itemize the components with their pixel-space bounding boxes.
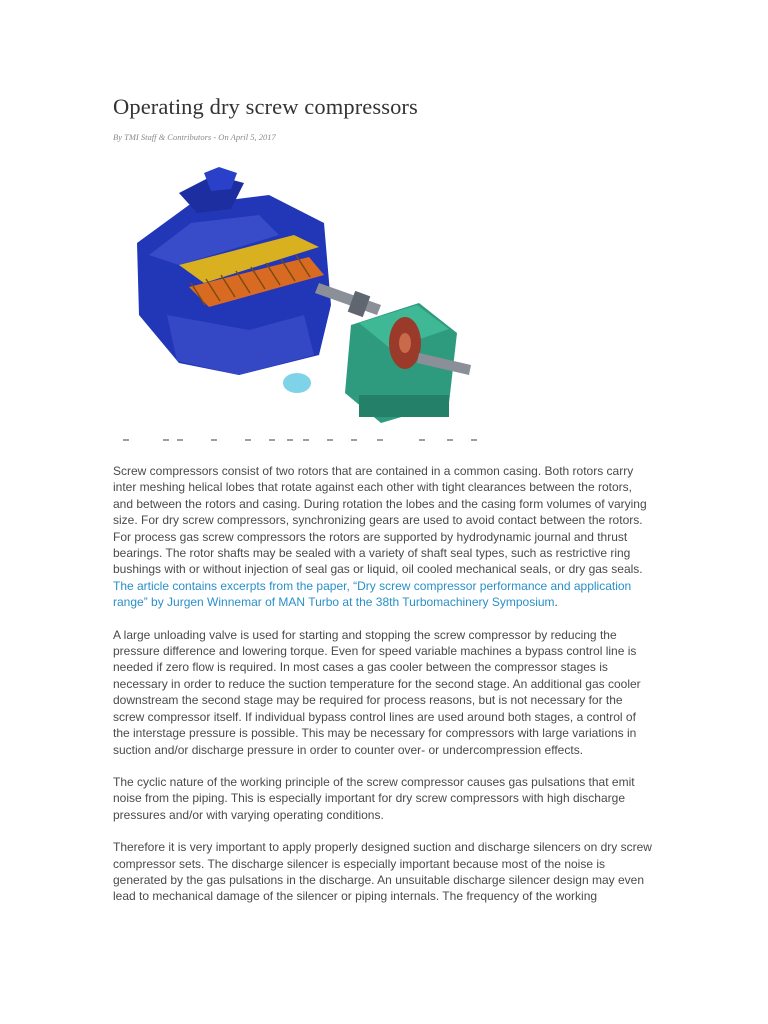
caption-strip-mark bbox=[245, 439, 251, 441]
caption-strip-mark bbox=[287, 439, 293, 441]
screw-compressor-cutaway-image bbox=[119, 165, 479, 445]
gear-hub bbox=[399, 333, 411, 353]
article-source-link[interactable]: The article contains excerpts from the paper, “Dry screw compressor performance and application range” by Jurgen Winnemar of MAN Turbo at the 38th Turbomachinery Symposium bbox=[113, 578, 632, 610]
paragraph-2: A large unloading valve is used for starting and stopping the screw compressor by reducing the pressure difference and lowering torque. Even for speed variable machines a bypass control line is needed if zero flow is required. In most cases a gas cooler between the compressor stages is necessary in order to reduce the suction temperature for the second stage. An additional gas cooler downstream the second stage may be required for process reasons, but is not necessary for the screw compressor itself. If individual bypass control lines are used around both stages, a control of the interstage pressure is possible. This may be necessary for compressors with large variations in suction and/or discharge pressure in order to counter over- or undercompression effects. bbox=[113, 627, 641, 757]
gearbox-base bbox=[359, 395, 449, 417]
caption-strip-mark bbox=[351, 439, 357, 441]
inlet-flange bbox=[283, 373, 311, 393]
caption-strip-mark bbox=[303, 439, 309, 441]
gearbox bbox=[345, 303, 471, 423]
caption-strip-mark bbox=[447, 439, 453, 441]
paragraph-1: Screw compressors consist of two rotors that are contained in a common casing. Both rotors carry inter meshing helical lobes that rotate against each other with tight clearances between the rotors, and between the rotors and casing. During rotation the lobes and the casing form volumes of varying size. For dry screw compressors, synchronizing gears are used to avoid contact between the rotors. For process gas screw compressors the rotors are supported by hydrodynamic journal and thrust bearings. The rotor shafts may be sealed with a variety of shaft seal types, such as restrictive ring bushings with or without injection of seal gas or liquid, oil cooled mechanical seals, or dry gas seals. bbox=[113, 464, 647, 577]
caption-strip-mark bbox=[327, 439, 333, 441]
caption-strip-mark bbox=[471, 439, 477, 441]
article-source-period: . bbox=[554, 595, 558, 610]
paragraph-3: The cyclic nature of the working principle of the screw compressor causes gas pulsations that emit noise from the piping. This is especially important for dry screw compressors with high discharge pressures and/or with varying operating conditions. bbox=[113, 774, 635, 822]
figure-caption-strip bbox=[123, 439, 477, 441]
caption-strip-mark bbox=[419, 439, 425, 441]
caption-strip-mark bbox=[177, 439, 183, 441]
article-title: Operating dry screw compressors bbox=[113, 94, 418, 119]
paragraph-4: Therefore it is very important to apply properly designed suction and discharge silencers on dry screw compressor sets. The discharge silencer is especially important because most of the noise is generated by the gas pulsations in the discharge. An unsuitable discharge silencer design may even lead to mechanical damage of the silencer or piping internals. The frequency of the working bbox=[113, 840, 652, 904]
caption-strip-mark bbox=[211, 439, 217, 441]
caption-strip-mark bbox=[377, 439, 383, 441]
article-source-note bbox=[113, 578, 655, 611]
compressor-figure bbox=[119, 165, 479, 445]
article bbox=[113, 92, 655, 905]
caption-strip-mark bbox=[163, 439, 169, 441]
caption-strip-mark bbox=[123, 439, 129, 441]
article-byline: By TMI Staff & Contributors - On April 5, 2017 bbox=[113, 132, 276, 142]
caption-strip-mark bbox=[269, 439, 275, 441]
